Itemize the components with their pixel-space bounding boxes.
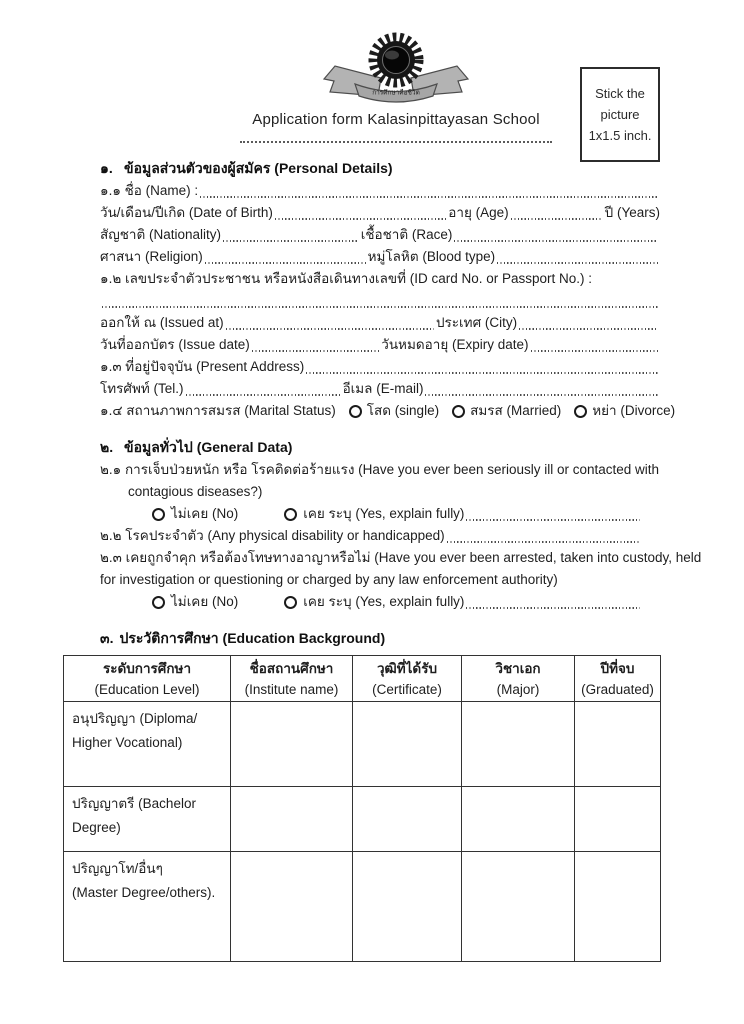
arrest-explain-fill-field[interactable] bbox=[466, 607, 640, 609]
col-education-level-thai: ระดับการศึกษา bbox=[102, 660, 192, 676]
photo-box-line1: Stick the bbox=[595, 86, 645, 101]
col-graduated-thai: ปีที่จบ bbox=[600, 660, 635, 676]
arrest-question-line2 bbox=[100, 569, 660, 591]
name-line bbox=[100, 180, 660, 202]
bachelor-major-cell[interactable] bbox=[462, 787, 575, 852]
issue-date-fill-field[interactable] bbox=[252, 350, 380, 352]
section1-heading-text: ข้อมูลส่วนตัวของผู้สมัคร (Personal Details) bbox=[124, 160, 393, 176]
photo-box bbox=[580, 67, 660, 162]
illness-yes-radio[interactable] bbox=[284, 508, 297, 521]
religion-fill-field[interactable] bbox=[205, 262, 366, 264]
diploma-institute-cell[interactable] bbox=[231, 702, 353, 787]
tel-email-line bbox=[100, 378, 660, 400]
disability-line bbox=[100, 525, 660, 547]
illness-question-line1 bbox=[100, 459, 660, 481]
marital-status-label: ๑.๔ สถานภาพการสมรส (Marital Status) bbox=[100, 403, 336, 418]
school-emblem-icon bbox=[321, 30, 471, 108]
issued-at-line bbox=[100, 312, 660, 334]
marital-option-married bbox=[452, 400, 561, 422]
section3-number: ๓. bbox=[100, 630, 114, 646]
years-label: ปี (Years) bbox=[604, 205, 660, 220]
col-graduated bbox=[575, 656, 661, 702]
table-row-bachelor bbox=[64, 787, 661, 852]
table-row-master bbox=[64, 852, 661, 962]
age-fill-field[interactable] bbox=[511, 218, 603, 220]
dob-line bbox=[100, 202, 660, 224]
table-row-diploma bbox=[64, 702, 661, 787]
section3-heading bbox=[100, 626, 660, 650]
illness-question-text1: ๒.๑ การเจ็บป่วยหนัก หรือ โรคติดต่อร้ายแรง (Have you ever been seriously ill or contacted with bbox=[100, 462, 660, 477]
dob-label: วัน/เดือน/ปีเกิด (Date of Birth) bbox=[100, 205, 273, 220]
name-label: ๑.๑ ชื่อ (Name) : bbox=[100, 183, 199, 198]
dob-fill-field[interactable] bbox=[275, 218, 446, 220]
expiry-date-fill-field[interactable] bbox=[531, 350, 659, 352]
bachelor-certificate-cell[interactable] bbox=[353, 787, 462, 852]
master-certificate-cell[interactable] bbox=[353, 852, 462, 962]
form-title: Application form Kalasinpittayasan School bbox=[252, 111, 540, 128]
col-education-level-en: (Education Level) bbox=[94, 681, 200, 697]
email-label: อีเมล (E-mail) bbox=[342, 381, 424, 396]
diploma-graduated-cell[interactable] bbox=[575, 702, 661, 787]
nationality-line bbox=[100, 224, 660, 246]
diploma-label-line2: Higher Vocational) bbox=[72, 735, 183, 750]
arrest-yes-label: เคย ระบุ (Yes, explain fully) bbox=[303, 594, 465, 609]
arrest-question-text2: for investigation or questioning or charged by any law enforcement authority) bbox=[100, 572, 558, 587]
divorce-radio[interactable] bbox=[574, 405, 587, 418]
col-major bbox=[462, 656, 575, 702]
master-major-cell[interactable] bbox=[462, 852, 575, 962]
email-fill-field[interactable] bbox=[425, 394, 658, 396]
issued-at-fill-field[interactable] bbox=[226, 328, 434, 330]
single-radio[interactable] bbox=[349, 405, 362, 418]
issue-date-label: วันที่ออกบัตร (Issue date) bbox=[100, 337, 250, 352]
divorce-label: หย่า (Divorce) bbox=[592, 403, 676, 418]
education-header-row bbox=[64, 656, 661, 702]
illness-question-line2 bbox=[100, 481, 660, 503]
title-divider bbox=[240, 141, 552, 143]
education-table bbox=[63, 655, 661, 962]
married-label: สมรส (Married) bbox=[470, 403, 562, 418]
photo-box-line2: picture bbox=[600, 107, 640, 122]
id-card-line bbox=[100, 268, 660, 290]
illness-no-radio[interactable] bbox=[152, 508, 165, 521]
arrest-question-line1 bbox=[100, 547, 702, 569]
blood-type-label: หมู่โลหิต (Blood type) bbox=[367, 249, 496, 264]
col-institute-name-thai: ชื่อสถานศึกษา bbox=[249, 660, 334, 676]
col-certificate-thai: วุฒิที่ได้รับ bbox=[376, 660, 438, 676]
col-institute-name bbox=[231, 656, 353, 702]
col-graduated-en: (Graduated) bbox=[581, 681, 654, 697]
illness-answer-line bbox=[100, 503, 660, 525]
married-radio[interactable] bbox=[452, 405, 465, 418]
diploma-certificate-cell[interactable] bbox=[353, 702, 462, 787]
section3-heading-text: ประวัติการศึกษา (Education Background) bbox=[119, 630, 386, 646]
arrest-question-text1: ๒.๓ เคยถูกจำคุก หรือต้องโทษทางอาญาหรือไม่ (Have you ever been arrested, taken into custody, held bbox=[100, 550, 702, 565]
nationality-fill-field[interactable] bbox=[223, 240, 359, 242]
section2-number: ๒. bbox=[100, 439, 114, 455]
disability-fill-field[interactable] bbox=[447, 541, 640, 543]
id-card-label: ๑.๒ เลขประจำตัวประชาชน หรือหนังสือเดินทางเลขที่ (ID card No. or Passport No.) : bbox=[100, 271, 593, 286]
diploma-major-cell[interactable] bbox=[462, 702, 575, 787]
age-label: อายุ (Age) bbox=[448, 205, 509, 220]
gear-center-sphere bbox=[383, 47, 410, 74]
city-label: ประเทศ (City) bbox=[435, 315, 518, 330]
photo-box-line3: 1x1.5 inch. bbox=[588, 128, 652, 143]
nationality-label: สัญชาติ (Nationality) bbox=[100, 227, 222, 242]
gear-highlight bbox=[385, 51, 399, 60]
expiry-date-label: วันหมดอายุ (Expiry date) bbox=[381, 337, 529, 352]
answer-gap bbox=[238, 591, 284, 613]
section2-heading bbox=[100, 435, 660, 459]
id-card-fill-line bbox=[100, 290, 660, 312]
section1-heading bbox=[100, 156, 660, 180]
marital-option-divorce bbox=[574, 400, 675, 422]
col-major-en: (Major) bbox=[496, 681, 540, 697]
bachelor-graduated-cell[interactable] bbox=[575, 787, 661, 852]
city-fill-field[interactable] bbox=[519, 328, 658, 330]
master-label-line2: (Master Degree/others). bbox=[72, 885, 216, 900]
master-graduated-cell[interactable] bbox=[575, 852, 661, 962]
address-label: ๑.๓ ที่อยู่ปัจจุบัน (Present Address) bbox=[100, 359, 305, 374]
diploma-level-cell bbox=[64, 702, 231, 787]
issue-date-line bbox=[100, 334, 660, 356]
section1-number: ๑. bbox=[100, 160, 113, 176]
diploma-label-line1: อนุปริญญา (Diploma/ bbox=[72, 711, 198, 726]
bachelor-level-cell bbox=[64, 787, 231, 852]
master-institute-cell[interactable] bbox=[231, 852, 353, 962]
religion-label: ศาสนา (Religion) bbox=[100, 249, 203, 264]
arrest-no-radio[interactable] bbox=[152, 596, 165, 609]
col-major-thai: วิชาเอก bbox=[495, 660, 541, 676]
arrest-answer-line bbox=[100, 591, 660, 613]
section2-heading-text: ข้อมูลทั่วไป (General Data) bbox=[124, 439, 293, 455]
illness-explain-fill-field[interactable] bbox=[466, 519, 640, 521]
blood-type-fill-field[interactable] bbox=[497, 262, 658, 264]
marital-option-single bbox=[349, 400, 439, 422]
answer-gap bbox=[238, 503, 284, 525]
address-line bbox=[100, 356, 660, 378]
name-fill-field[interactable] bbox=[200, 196, 658, 198]
marital-status-line bbox=[100, 400, 676, 422]
address-fill-field[interactable] bbox=[306, 372, 658, 374]
col-education-level bbox=[64, 656, 231, 702]
tel-label: โทรศัพท์ (Tel.) bbox=[100, 381, 184, 396]
disability-label: ๒.๒ โรคประจำตัว (Any physical disability or handicapped) bbox=[100, 528, 445, 543]
illness-yes-label: เคย ระบุ (Yes, explain fully) bbox=[303, 506, 465, 521]
arrest-no-label: ไม่เคย (No) bbox=[171, 594, 239, 609]
bachelor-label-line1: ปริญญาตรี (Bachelor Degree) bbox=[72, 796, 196, 835]
race-fill-field[interactable] bbox=[454, 240, 658, 242]
col-certificate bbox=[353, 656, 462, 702]
col-certificate-en: (Certificate) bbox=[372, 681, 442, 697]
col-institute-name-en: (Institute name) bbox=[244, 681, 339, 697]
master-label-line1: ปริญญาโท/อื่นๆ bbox=[72, 861, 163, 876]
master-level-cell bbox=[64, 852, 231, 962]
tel-fill-field[interactable] bbox=[186, 394, 341, 396]
arrest-yes-radio[interactable] bbox=[284, 596, 297, 609]
race-label: เชื้อชาติ (Race) bbox=[360, 227, 453, 242]
illness-no-label: ไม่เคย (No) bbox=[171, 506, 239, 521]
ribbon-text: การศึกษาคือชีวิต bbox=[372, 89, 420, 97]
issued-at-label: ออกให้ ณ (Issued at) bbox=[100, 315, 224, 330]
bachelor-institute-cell[interactable] bbox=[231, 787, 353, 852]
religion-line bbox=[100, 246, 660, 268]
illness-question-text2: contagious diseases?) bbox=[128, 484, 263, 499]
id-card-fill-field[interactable] bbox=[102, 306, 658, 308]
single-label: โสด (single) bbox=[366, 403, 440, 418]
